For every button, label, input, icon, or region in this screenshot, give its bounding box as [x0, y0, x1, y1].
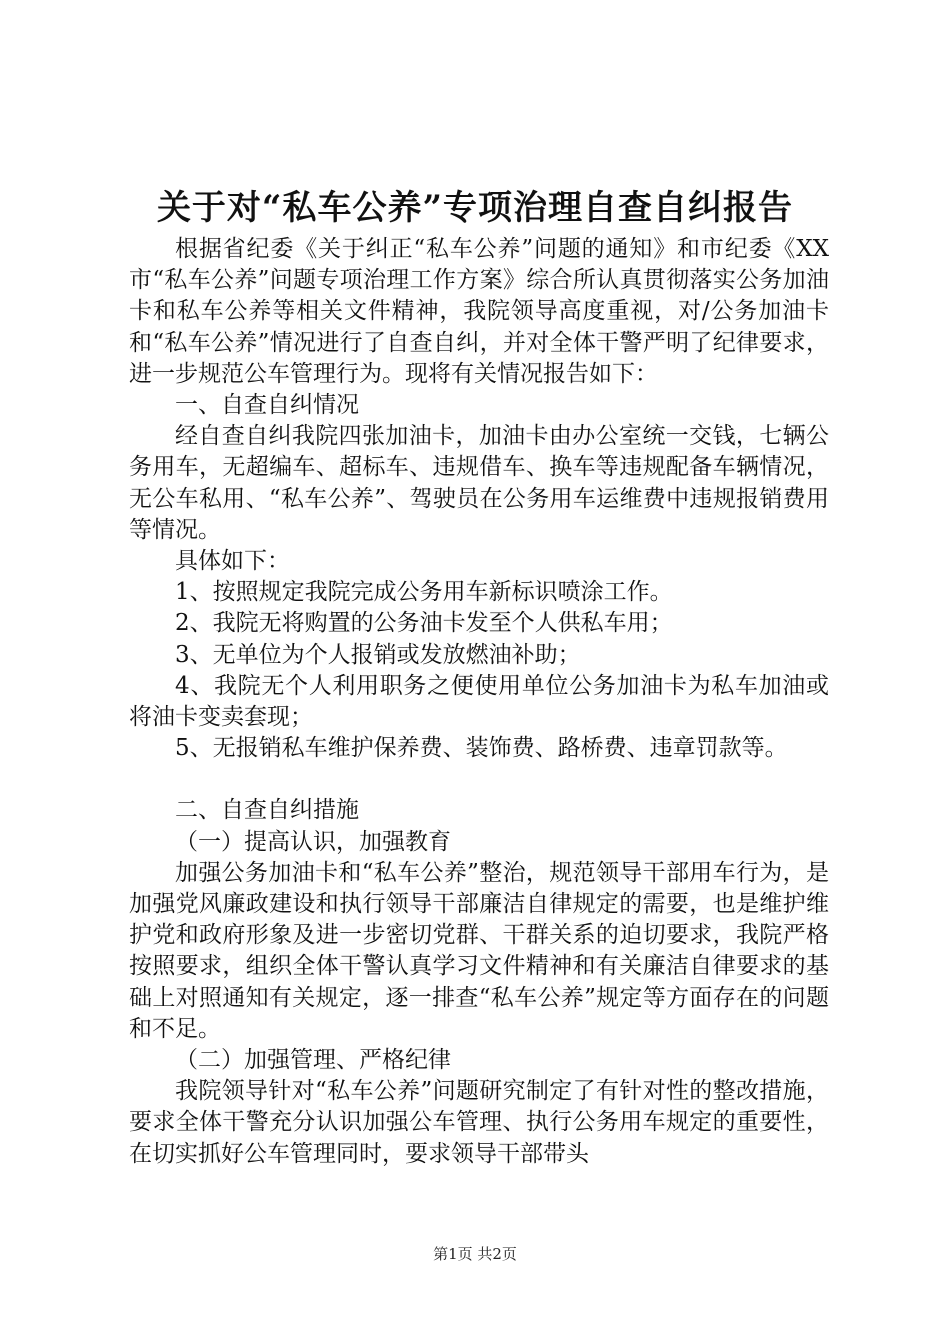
paragraph-education: 加强公务加油卡和“私车公养”整治，规范领导干部用车行为，是加强党风廉政建设和执行领导干部廉洁自律规定的需要，也是维护维护党和政府形象及进一步密切党群、干群关系的迫切要求，我院严格按照要求，组织全体干警认真学习文件精神和有关廉洁自律要求的基础上对照通知有关规定，逐一排查“私车公养”规定等方面存在的问题和不足。	[129, 859, 829, 1042]
paragraph-findings: 经自查自纠我院四张加油卡，加油卡由办公室统一交钱，七辆公务用车，无超编车、超标车、违规借车、换车等违规配备车辆情况，无公车私用、“私车公养”、驾驶员在公务用车运维费中违规报销费用等情况。	[129, 423, 829, 543]
subsection-heading-2: （二）加强管理、严格纪律	[175, 1047, 451, 1074]
paragraph-details-lead: 具体如下：	[175, 548, 290, 575]
document-body	[129, 234, 829, 1170]
document-title: 关于对“私车公养”专项治理自查自纠报告	[156, 188, 794, 228]
list-item-3: 3、无单位为个人报销或发放燃油补助；	[175, 641, 581, 668]
list-item-4: 4、我院无个人利用职务之便使用单位公务加油卡为私车加油或将油卡变卖套现；	[129, 672, 829, 731]
page-number: 第1页 共2页	[433, 1245, 517, 1263]
list-item-1: 1、按照规定我院完成公务用车新标识喷涂工作。	[175, 579, 673, 606]
paragraph-spacer	[129, 764, 829, 795]
section-heading-1: 一、自查自纠情况	[175, 392, 359, 419]
list-item-5: 5、无报销私车维护保养费、装饰费、路桥费、违章罚款等。	[175, 735, 788, 762]
paragraph-intro: 根据省纪委《关于纠正“私车公养”问题的通知》和市纪委《XX市“私车公养”问题专项治理工作方案》综合所认真贯彻落实公务加油卡和私车公养等相关文件精神，我院领导高度重视，对/公务加油卡和“私车公养”情况进行了自查自纠，并对全体干警严明了纪律要求，进一步规范公车管理行为。现将有关情况报告如下：	[129, 236, 829, 387]
section-heading-2: 二、自查自纠措施	[175, 797, 359, 824]
subsection-heading-1: （一）提高认识，加强教育	[175, 828, 451, 855]
paragraph-management: 我院领导针对“私车公养”问题研究制定了有针对性的整改措施，要求全体干警充分认识加强公车管理、执行公务用车规定的重要性，在切实抓好公车管理同时，要求领导干部带头	[129, 1078, 829, 1167]
list-item-2: 2、我院无将购置的公务油卡发至个人供私车用；	[175, 610, 673, 637]
